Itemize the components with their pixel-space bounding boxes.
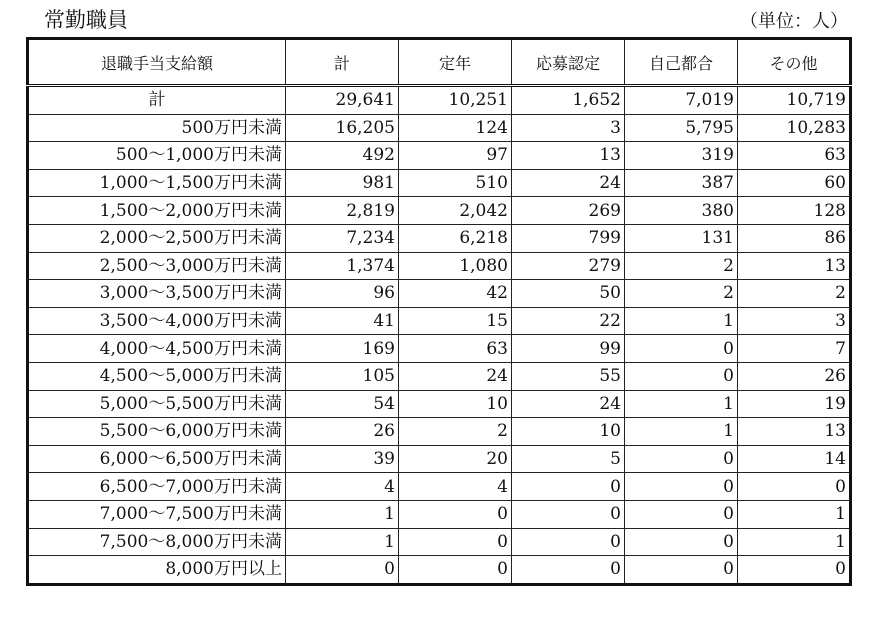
cell-amount: 4,000～4,500万円未満 [28, 335, 286, 363]
cell-amount: 500万円未満 [28, 114, 286, 142]
cell-total: 96 [286, 280, 399, 308]
cell-retirement-age: 15 [399, 307, 512, 335]
cell-total: 105 [286, 362, 399, 390]
page-title: 常勤職員 [44, 8, 128, 32]
table-row [28, 500, 851, 528]
cell-personal-reasons: 380 [625, 197, 738, 225]
cell-other: 26 [738, 362, 851, 390]
cell-total: 1 [286, 500, 399, 528]
table-row [28, 362, 851, 390]
cell-voluntary-approved: 1,652 [512, 86, 625, 115]
cell-personal-reasons: 0 [625, 556, 738, 585]
cell-other: 10,719 [738, 86, 851, 115]
cell-voluntary-approved: 279 [512, 252, 625, 280]
cell-retirement-age: 24 [399, 362, 512, 390]
cell-other: 63 [738, 142, 851, 170]
cell-retirement-age: 510 [399, 169, 512, 197]
table-row [28, 556, 851, 585]
cell-amount: 7,500～8,000万円未満 [28, 528, 286, 556]
cell-other: 14 [738, 445, 851, 473]
cell-retirement-age: 1,080 [399, 252, 512, 280]
cell-amount: 3,000～3,500万円未満 [28, 280, 286, 308]
cell-total: 1,374 [286, 252, 399, 280]
col-header-personal-reasons: 自己都合 [625, 39, 738, 86]
cell-voluntary-approved: 0 [512, 528, 625, 556]
cell-voluntary-approved: 0 [512, 500, 625, 528]
cell-other: 60 [738, 169, 851, 197]
cell-total: 29,641 [286, 86, 399, 115]
cell-voluntary-approved: 24 [512, 390, 625, 418]
cell-retirement-age: 42 [399, 280, 512, 308]
cell-personal-reasons: 0 [625, 473, 738, 501]
table-row [28, 114, 851, 142]
cell-other: 1 [738, 528, 851, 556]
cell-voluntary-approved: 0 [512, 473, 625, 501]
cell-retirement-age: 63 [399, 335, 512, 363]
cell-other: 0 [738, 556, 851, 585]
cell-retirement-age: 97 [399, 142, 512, 170]
cell-voluntary-approved: 10 [512, 418, 625, 446]
cell-total: 492 [286, 142, 399, 170]
table-row [28, 418, 851, 446]
table-row [28, 390, 851, 418]
cell-voluntary-approved: 799 [512, 224, 625, 252]
unit-note: （単位：人） [740, 11, 848, 32]
col-header-retirement-age: 定年 [399, 39, 512, 86]
cell-amount: 7,000～7,500万円未満 [28, 500, 286, 528]
cell-personal-reasons: 0 [625, 445, 738, 473]
table-row [28, 335, 851, 363]
cell-retirement-age: 2,042 [399, 197, 512, 225]
cell-personal-reasons: 0 [625, 362, 738, 390]
cell-other: 10,283 [738, 114, 851, 142]
cell-personal-reasons: 0 [625, 335, 738, 363]
cell-retirement-age: 4 [399, 473, 512, 501]
cell-amount: 1,500～2,000万円未満 [28, 197, 286, 225]
cell-other: 128 [738, 197, 851, 225]
cell-personal-reasons: 1 [625, 307, 738, 335]
table-row [28, 197, 851, 225]
cell-personal-reasons: 2 [625, 280, 738, 308]
table-row [28, 528, 851, 556]
cell-retirement-age: 2 [399, 418, 512, 446]
cell-amount: 計 [28, 86, 286, 115]
cell-amount: 6,000～6,500万円未満 [28, 445, 286, 473]
cell-voluntary-approved: 0 [512, 556, 625, 585]
cell-other: 19 [738, 390, 851, 418]
cell-voluntary-approved: 5 [512, 445, 625, 473]
cell-voluntary-approved: 55 [512, 362, 625, 390]
cell-personal-reasons: 1 [625, 418, 738, 446]
cell-amount: 5,000～5,500万円未満 [28, 390, 286, 418]
cell-total: 7,234 [286, 224, 399, 252]
cell-other: 86 [738, 224, 851, 252]
cell-amount: 1,000～1,500万円未満 [28, 169, 286, 197]
cell-total: 16,205 [286, 114, 399, 142]
cell-other: 13 [738, 252, 851, 280]
cell-amount: 2,500～3,000万円未満 [28, 252, 286, 280]
table-row [28, 307, 851, 335]
cell-retirement-age: 0 [399, 556, 512, 585]
table-row [28, 169, 851, 197]
cell-voluntary-approved: 50 [512, 280, 625, 308]
cell-voluntary-approved: 269 [512, 197, 625, 225]
cell-retirement-age: 6,218 [399, 224, 512, 252]
cell-personal-reasons: 2 [625, 252, 738, 280]
col-header-voluntary-approved: 応募認定 [512, 39, 625, 86]
retirement-allowance-table [26, 37, 852, 586]
cell-personal-reasons: 5,795 [625, 114, 738, 142]
cell-retirement-age: 10,251 [399, 86, 512, 115]
cell-personal-reasons: 131 [625, 224, 738, 252]
cell-voluntary-approved: 24 [512, 169, 625, 197]
cell-personal-reasons: 1 [625, 390, 738, 418]
table-row [28, 252, 851, 280]
table-row [28, 224, 851, 252]
cell-total: 26 [286, 418, 399, 446]
cell-amount: 3,500～4,000万円未満 [28, 307, 286, 335]
cell-personal-reasons: 7,019 [625, 86, 738, 115]
cell-total: 981 [286, 169, 399, 197]
cell-total: 0 [286, 556, 399, 585]
cell-amount: 4,500～5,000万円未満 [28, 362, 286, 390]
col-header-amount: 退職手当支給額 [28, 39, 286, 86]
cell-retirement-age: 0 [399, 500, 512, 528]
cell-retirement-age: 20 [399, 445, 512, 473]
cell-voluntary-approved: 13 [512, 142, 625, 170]
cell-amount: 6,500～7,000万円未満 [28, 473, 286, 501]
cell-other: 3 [738, 307, 851, 335]
cell-other: 1 [738, 500, 851, 528]
col-header-total: 計 [286, 39, 399, 86]
cell-voluntary-approved: 22 [512, 307, 625, 335]
cell-total: 39 [286, 445, 399, 473]
cell-total: 54 [286, 390, 399, 418]
col-header-other: その他 [738, 39, 851, 86]
table-row [28, 142, 851, 170]
cell-personal-reasons: 0 [625, 528, 738, 556]
cell-personal-reasons: 387 [625, 169, 738, 197]
table-header-row [28, 39, 851, 86]
cell-amount: 8,000万円以上 [28, 556, 286, 585]
cell-amount: 5,500～6,000万円未満 [28, 418, 286, 446]
table-total-row [28, 86, 851, 115]
cell-total: 41 [286, 307, 399, 335]
cell-voluntary-approved: 99 [512, 335, 625, 363]
cell-other: 7 [738, 335, 851, 363]
cell-voluntary-approved: 3 [512, 114, 625, 142]
cell-retirement-age: 0 [399, 528, 512, 556]
cell-amount: 2,000～2,500万円未満 [28, 224, 286, 252]
cell-personal-reasons: 0 [625, 500, 738, 528]
table-row [28, 473, 851, 501]
cell-other: 0 [738, 473, 851, 501]
cell-total: 2,819 [286, 197, 399, 225]
cell-other: 13 [738, 418, 851, 446]
cell-retirement-age: 10 [399, 390, 512, 418]
cell-total: 4 [286, 473, 399, 501]
cell-amount: 500～1,000万円未満 [28, 142, 286, 170]
table-row [28, 280, 851, 308]
cell-retirement-age: 124 [399, 114, 512, 142]
cell-total: 1 [286, 528, 399, 556]
cell-personal-reasons: 319 [625, 142, 738, 170]
cell-total: 169 [286, 335, 399, 363]
cell-other: 2 [738, 280, 851, 308]
table-row [28, 445, 851, 473]
